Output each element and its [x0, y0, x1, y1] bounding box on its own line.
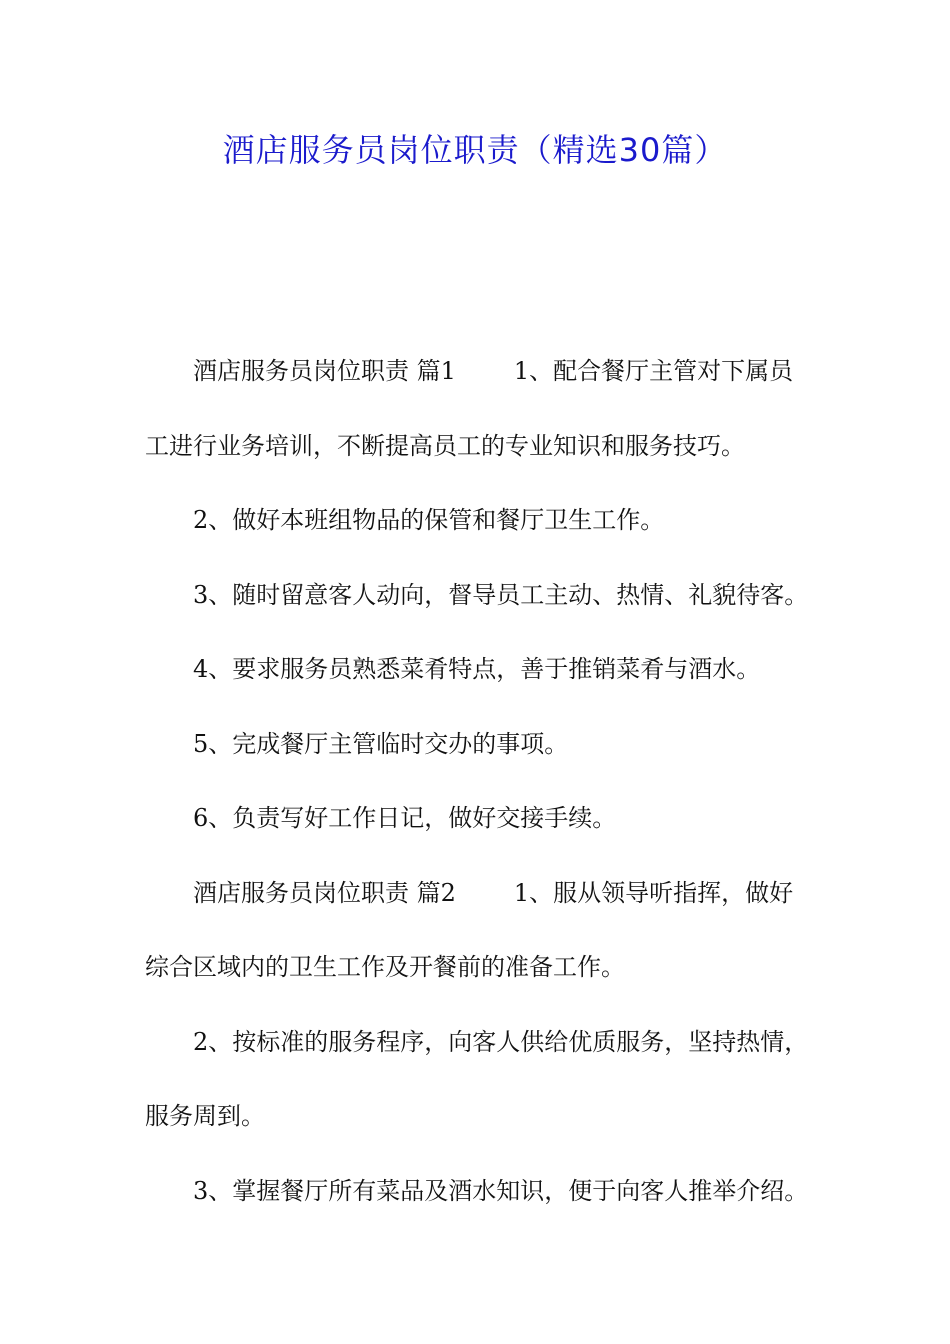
paragraph-line: 3、掌握餐厅所有菜品及酒水知识，便于向客人推举介绍。	[193, 1176, 809, 1205]
paragraph-line	[145, 856, 810, 931]
paragraph-line: 2、做好本班组物品的保管和餐厅卫生工作。	[193, 506, 665, 534]
document-body	[145, 334, 810, 1228]
section-heading-2: 酒店服务员岗位职责 篇2	[193, 878, 456, 907]
paragraph-line: 工进行业务培训，不断提高员工的专业知识和服务技巧。	[145, 431, 745, 460]
paragraph-line: 4、要求服务员熟悉菜肴特点，善于推销菜肴与酒水。	[193, 655, 761, 683]
paragraph-line	[145, 334, 810, 409]
paragraph-line: 3、随时留意客人动向，督导员工主动、热情、礼貌待客。	[193, 580, 809, 609]
paragraph-line: 综合区域内的卫生工作及开餐前的准备工作。	[145, 953, 625, 981]
paragraph-text: 1、服从领导听指挥，做好	[513, 878, 794, 907]
paragraph-text: 1、配合餐厅主管对下属员	[513, 357, 794, 385]
paragraph-line: 6、负责写好工作日记，做好交接手续。	[193, 804, 617, 832]
section-heading-1: 酒店服务员岗位职责 篇1	[193, 357, 456, 385]
paragraph-line: 服务周到。	[145, 1102, 265, 1130]
paragraph-line: 5、完成餐厅主管临时交办的事项。	[193, 729, 569, 758]
paragraph-line: 2、按标准的服务程序，向客人供给优质服务，坚持热情，	[193, 1027, 809, 1056]
document-title: 酒店服务员岗位职责（精选30篇）	[222, 131, 728, 169]
